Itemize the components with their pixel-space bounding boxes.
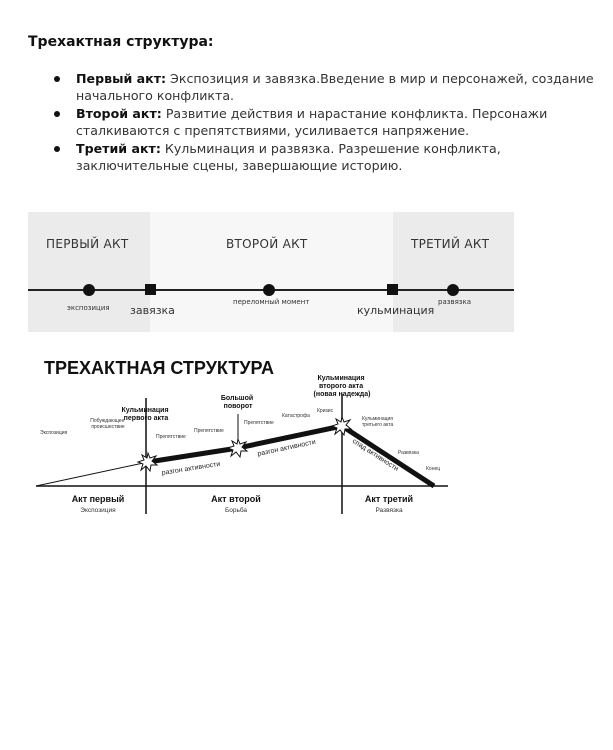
list-item [54, 70, 610, 104]
timeline-act2-label: ВТОРОЙ АКТ [226, 237, 308, 251]
label-end: Конец [426, 466, 441, 472]
label-rising1: разгон активности [161, 460, 221, 477]
label-obstacle2: Препятствие [194, 428, 224, 434]
page-heading: Трехактная структура: [28, 34, 214, 50]
timeline-turning-label: переломный момент [233, 298, 310, 306]
timeline-point-resolution [447, 284, 459, 296]
timeline-climax-label: кульминация [357, 304, 435, 317]
label-climax3: Кульминация третьего акта [362, 416, 394, 428]
act3-sub: Развязка [375, 507, 403, 514]
timeline-setup-label: завязка [130, 304, 175, 317]
timeline-act3-label: ТРЕТИЙ АКТ [411, 237, 490, 251]
bullet-icon [54, 146, 60, 152]
label-climax2: Кульминация второго акта (новая надежда) [313, 375, 371, 398]
act2-name: Акт второй [211, 494, 261, 504]
timeline-act1-label: ПЕРВЫЙ АКТ [46, 237, 129, 251]
diagram-title: ТРЕХАКТНАЯ СТРУКТУРА [44, 358, 274, 378]
timeline-resolution-label: развязка [438, 298, 472, 306]
list-item [54, 105, 610, 139]
bullet-title: Первый акт: [76, 71, 167, 86]
list-item [54, 140, 610, 174]
acts-list [54, 70, 610, 175]
label-big-turn: Большой поворот [220, 395, 254, 410]
bullet-icon [54, 76, 60, 82]
timeline-exposition-label: экспозиция [67, 304, 110, 312]
bullet-text: Экспозиция и завязка.Введение в мир и персонажей, создание начального конфликта. [76, 71, 594, 103]
bullet-text: Развитие действия и нарастание конфликта. Персонажи сталкиваются с препятствиями, усиливается напряжение. [76, 106, 548, 138]
act-timeline [28, 212, 514, 332]
act1-sub: Экспозиция [80, 507, 116, 514]
timeline-point-exposition [83, 284, 95, 296]
label-inciting: Побуждающее происшествие [90, 418, 125, 430]
label-climax1: Кульминация первого акта [121, 407, 169, 422]
bullet-text: Кульминация и развязка. Разрешение конфликта, заключительные сцены, завершающие историю. [76, 141, 501, 173]
bullet-title: Третий акт: [76, 141, 161, 156]
label-catastrophe: Катастрофа [282, 413, 310, 419]
label-obstacle1: Препятствие [156, 434, 186, 440]
timeline-point-turning [263, 284, 275, 296]
bullet-icon [54, 111, 60, 117]
three-act-diagram [36, 352, 456, 517]
bullet-title: Второй акт: [76, 106, 162, 121]
timeline-marker-climax [387, 284, 398, 295]
label-exposition: Экспозиция [40, 430, 68, 436]
label-resolution: Развязка [398, 450, 419, 456]
timeline-marker-setup [145, 284, 156, 295]
label-obstacle3: Препятствие [244, 420, 274, 426]
act3-name: Акт третий [364, 494, 414, 504]
label-crisis: Кризис [317, 408, 334, 414]
act2-sub: Борьба [224, 507, 248, 514]
story-line-falling [342, 426, 434, 486]
label-rising2: разгон активности [256, 438, 317, 458]
label-falling: спад активности [350, 437, 400, 473]
act1-name: Акт первый [71, 494, 125, 504]
